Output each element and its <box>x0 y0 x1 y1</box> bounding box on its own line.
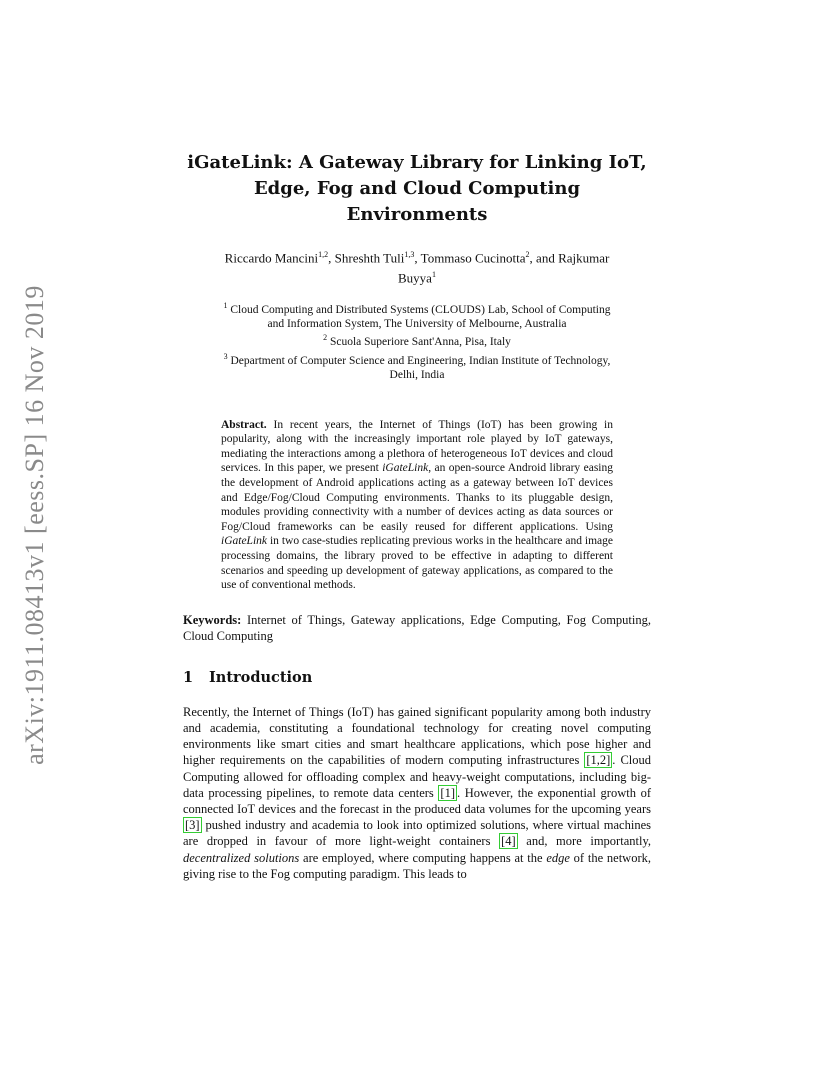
abstract <box>221 418 613 593</box>
author-affiliation-mark: 2 <box>525 250 530 259</box>
section-title: Introduction <box>209 668 313 686</box>
body-text: . Cloud Computing allowed for offloading complex and heavy-weight computations, including big-data processing pipelines, to remote data centers <box>183 753 652 800</box>
affiliation-number: 1 <box>223 300 228 310</box>
author-name: Riccardo Mancini <box>224 250 319 266</box>
author-affiliation-mark: 1,3 <box>404 250 415 259</box>
affiliation-2 <box>183 331 651 349</box>
affiliation-1 <box>183 299 651 317</box>
title-line-2: Edge, Fog and Cloud Computing Environments <box>253 178 581 225</box>
abstract-label: Abstract. <box>221 418 267 431</box>
author-affiliation-mark: 1,2 <box>318 250 329 259</box>
body-emphasis: edge <box>546 850 570 865</box>
abstract-emphasis: iGateLink <box>382 462 429 475</box>
paper-title <box>183 150 651 228</box>
affiliation-3-continued: Delhi, India <box>389 369 445 382</box>
author-affiliation-mark: 1 <box>431 270 436 280</box>
keywords-label: Keywords: <box>183 612 242 627</box>
author-list <box>183 246 651 287</box>
paper-page <box>183 150 651 882</box>
body-text: are employed, where computing happens at the <box>299 850 547 865</box>
author-separator: , and Rajkumar <box>529 250 610 266</box>
section-number: 1 <box>183 668 194 686</box>
affiliation-text: Department of Computer Science and Engineering, Indian Institute of Technology, <box>230 354 611 367</box>
author-name: Buyya <box>398 270 432 286</box>
abstract-emphasis: iGateLink <box>221 535 267 548</box>
citation-link[interactable]: [1] <box>440 785 455 800</box>
body-text: Recently, the Internet of Things (IoT) has gained significant popularity among both industry and academia, constituting a foundational technology for creating novel computing environments like smart cities and smart healthcare applications, which pose higher and higher requirements on the capabilities of modern computing infrastructures <box>183 704 651 768</box>
author-separator: , <box>328 250 335 266</box>
title-line-1: iGateLink: A Gateway Library for Linking IoT, <box>187 152 647 173</box>
citation-link[interactable]: [3] <box>185 818 200 833</box>
keywords-text: Internet of Things, Gateway applications, Edge Computing, Fog Computing, Cloud Computing <box>183 612 651 643</box>
affiliation-text: Cloud Computing and Distributed Systems (CLOUDS) Lab, School of Computing <box>230 303 611 316</box>
affiliation-list <box>183 299 651 383</box>
abstract-text: , an open-source Android library easing the development of Android applications acting as a gateway between IoT devices and Edge/Fog/Cloud Computing environments. Thanks to its pluggable design, modules providing connectivity with a number of devices acting as data sources or Fog/Cloud frameworks can be easily reused for different applications. Using <box>221 462 613 533</box>
author-name: Shreshth Tuli <box>334 250 405 266</box>
affiliation-number: 3 <box>223 351 228 361</box>
abstract-text: in two case-studies replicating previous works in the healthcare and image processing domains, the library proved to be effective in adapting to different scenarios and speeding up development of gateway applications, as compared to the use of conventional methods. <box>221 535 613 592</box>
citation-link[interactable]: [4] <box>501 834 516 849</box>
affiliation-3 <box>183 350 651 368</box>
affiliation-1-continued: and Information System, The University of Melbourne, Australia <box>267 317 567 330</box>
section-heading <box>183 668 651 688</box>
abstract-text: In recent years, the Internet of Things (IoT) has been growing in popularity, along with the increasingly important role played by IoT gateways, mediating the interactions among a plethora of heterogeneous IoT devices and cloud services. In this paper, we present <box>221 418 613 475</box>
introduction-paragraph <box>183 704 651 882</box>
affiliation-number: 2 <box>323 333 328 343</box>
body-text: of the network, giving rise to the Fog computing paradigm. This leads to <box>183 850 651 881</box>
body-text: pushed industry and academia to look into optimized solutions, where virtual machines are dropped in favour of more light-weight containers <box>183 818 651 849</box>
body-emphasis: decentralized solutions <box>183 850 300 865</box>
keywords <box>183 612 651 644</box>
citation-link[interactable]: [1,2] <box>586 753 611 768</box>
author-separator: , <box>414 250 421 266</box>
body-text: . However, the exponential growth of connected IoT devices and the forecast in the produced data volumes for the upcoming years <box>183 785 651 816</box>
arxiv-identifier: arXiv:1911.08413v1 [eess.SP] 16 Nov 2019 <box>20 285 50 765</box>
author-name: Tommaso Cucinotta <box>420 250 526 266</box>
affiliation-text: Scuola Superiore Sant'Anna, Pisa, Italy <box>329 336 511 349</box>
body-text: and, more importantly, <box>517 834 652 849</box>
arxiv-stamp <box>14 275 56 775</box>
